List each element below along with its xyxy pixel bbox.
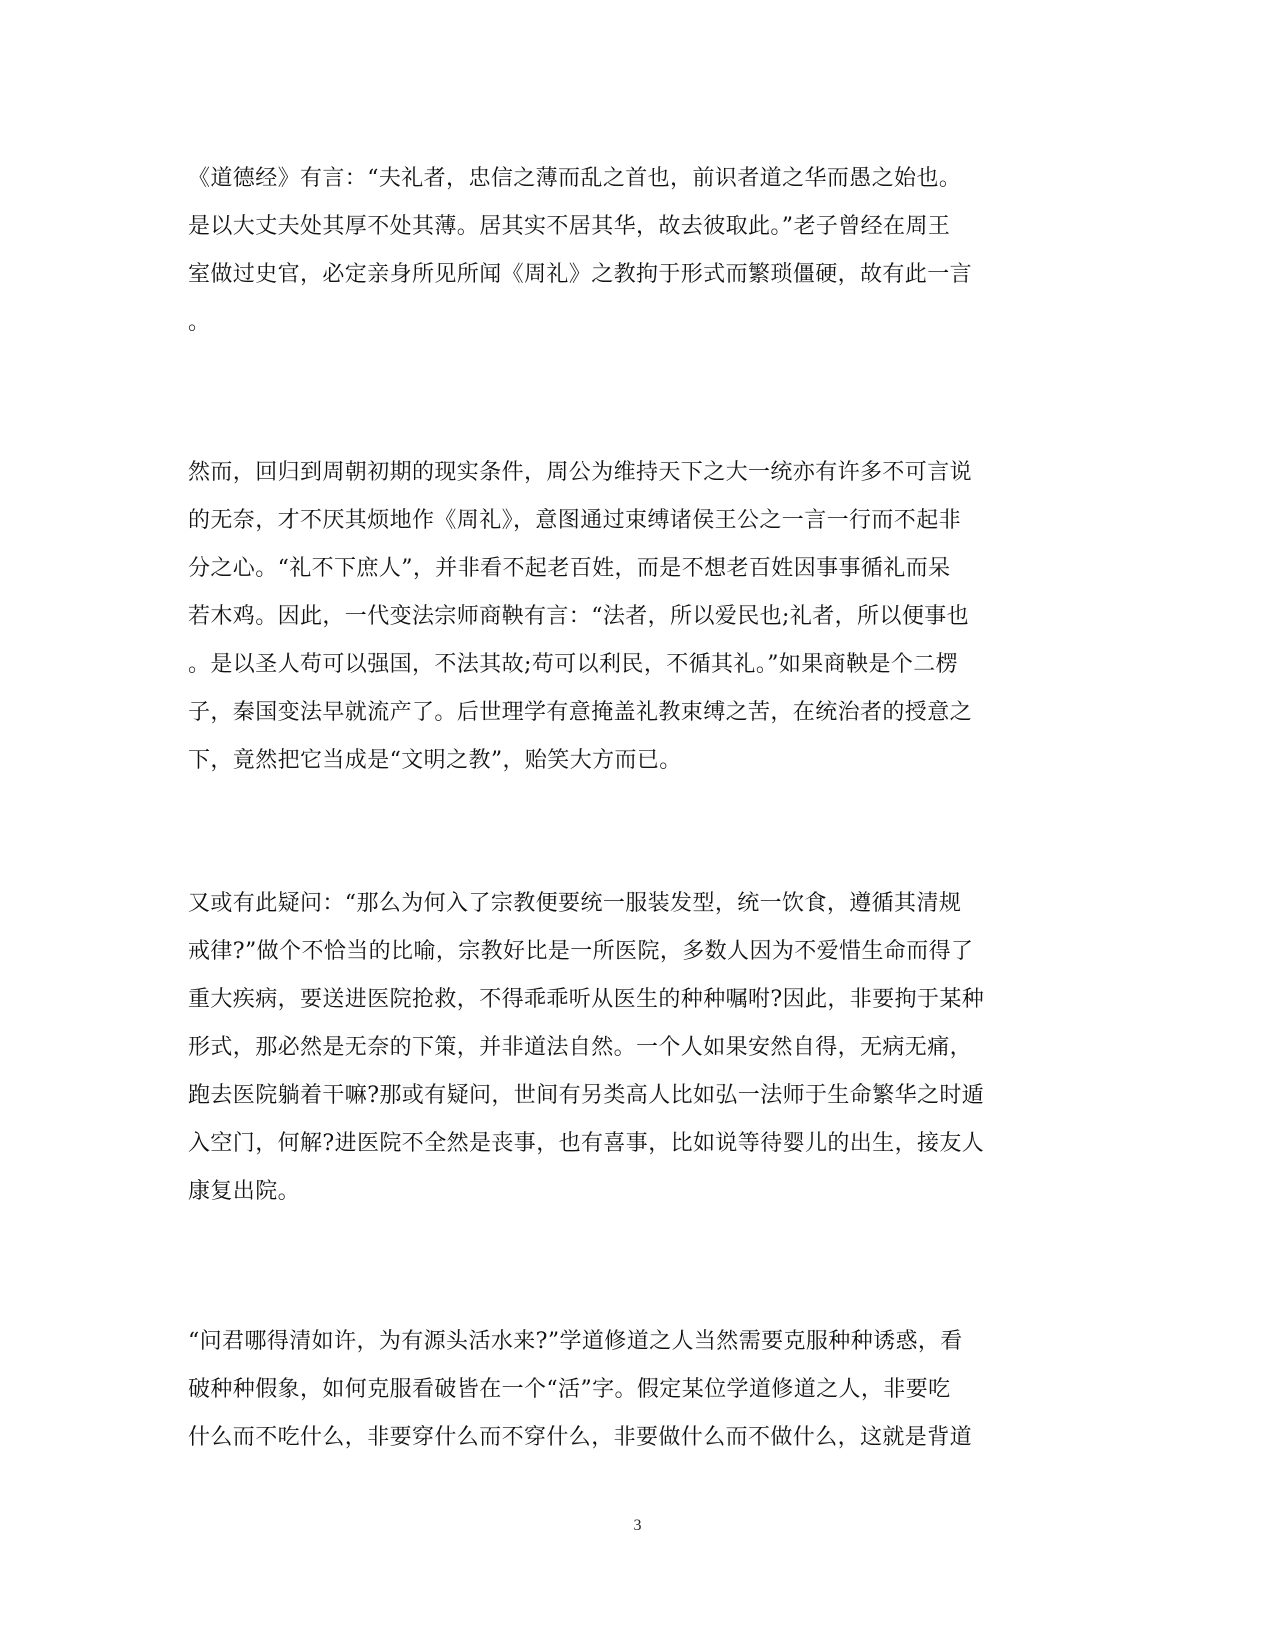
paragraph-1 xyxy=(188,155,1088,347)
paragraph-line: 戒律?”做个不恰当的比喻，宗教好比是一所医院，多数人因为不爱惜生命而得了 xyxy=(188,939,974,964)
paragraph-line: 重大疾病，要送进医院抢救，不得乖乖听从医生的种种嘱咐?因此，非要拘于某种 xyxy=(188,987,985,1012)
paragraph-4 xyxy=(188,1318,1088,1462)
paragraph-line: 跑去医院躺着干嘛?那或有疑问，世间有另类高人比如弘一法师于生命繁华之时遁 xyxy=(188,1083,985,1108)
paragraph-line: 康复出院。 xyxy=(188,1179,301,1204)
paragraph-line: 入空门，何解?进医院不全然是丧事，也有喜事，比如说等待婴儿的出生，接友人 xyxy=(188,1131,985,1156)
paragraph-3 xyxy=(188,880,1088,1216)
paragraph-line: 破种种假象，如何克服看破皆在一个“活”字。假定某位学道修道之人，非要吃 xyxy=(188,1377,951,1402)
paragraph-line: 若木鸡。因此，一代变法宗师商鞅有言：“法者，所以爱民也;礼者，所以便事也 xyxy=(188,604,970,629)
paragraph-line: 室做过史官，必定亲身所见所闻《周礼》之教拘于形式而繁琐僵硬，故有此一言 xyxy=(188,262,973,287)
paragraph-line: 子，秦国变法早就流产了。后世理学有意掩盖礼教束缚之苦，在统治者的授意之 xyxy=(188,700,973,725)
paragraph-line: 下，竟然把它当成是“文明之教”，贻笑大方而已。 xyxy=(188,748,682,773)
paragraph-line: 《道德经》有言：“夫礼者，忠信之薄而乱之首也，前识者道之华而愚之始也。 xyxy=(188,166,962,191)
paragraph-line: 什么而不吃什么，非要穿什么而不穿什么，非要做什么而不做什么，这就是背道 xyxy=(188,1425,973,1450)
paragraph-line: 形式，那必然是无奈的下策，并非道法自然。一个人如果安然自得，无病无痛， xyxy=(188,1035,973,1060)
paragraph-line: 分之心。“礼不下庶人”，并非看不起老百姓，而是不想老百姓因事事循礼而呆 xyxy=(188,556,951,581)
page-number: 3 xyxy=(633,1517,642,1534)
paragraph-line: 。是以圣人苟可以强国，不法其故;苟可以利民，不循其礼。”如果商鞅是个二楞 xyxy=(188,652,959,677)
paragraph-line: 然而，回归到周朝初期的现实条件，周公为维持天下之大一统亦有许多不可言说 xyxy=(188,460,973,485)
paragraph-line: 。 xyxy=(188,310,211,335)
paragraph-line: “问君哪得清如许，为有源头活水来?”学道修道之人当然需要克服种种诱惑，看 xyxy=(188,1329,963,1354)
paragraph-line: 是以大丈夫处其厚不处其薄。居其实不居其华，故去彼取此。”老子曾经在周王 xyxy=(188,214,951,239)
paragraph-2 xyxy=(188,449,1088,785)
paragraph-line: 的无奈，才不厌其烦地作《周礼》，意图通过束缚诸侯王公之一言一行而不起非 xyxy=(188,508,962,533)
paragraph-line: 又或有此疑问：“那么为何入了宗教便要统一服装发型，统一饮食，遵循其清规 xyxy=(188,891,962,916)
